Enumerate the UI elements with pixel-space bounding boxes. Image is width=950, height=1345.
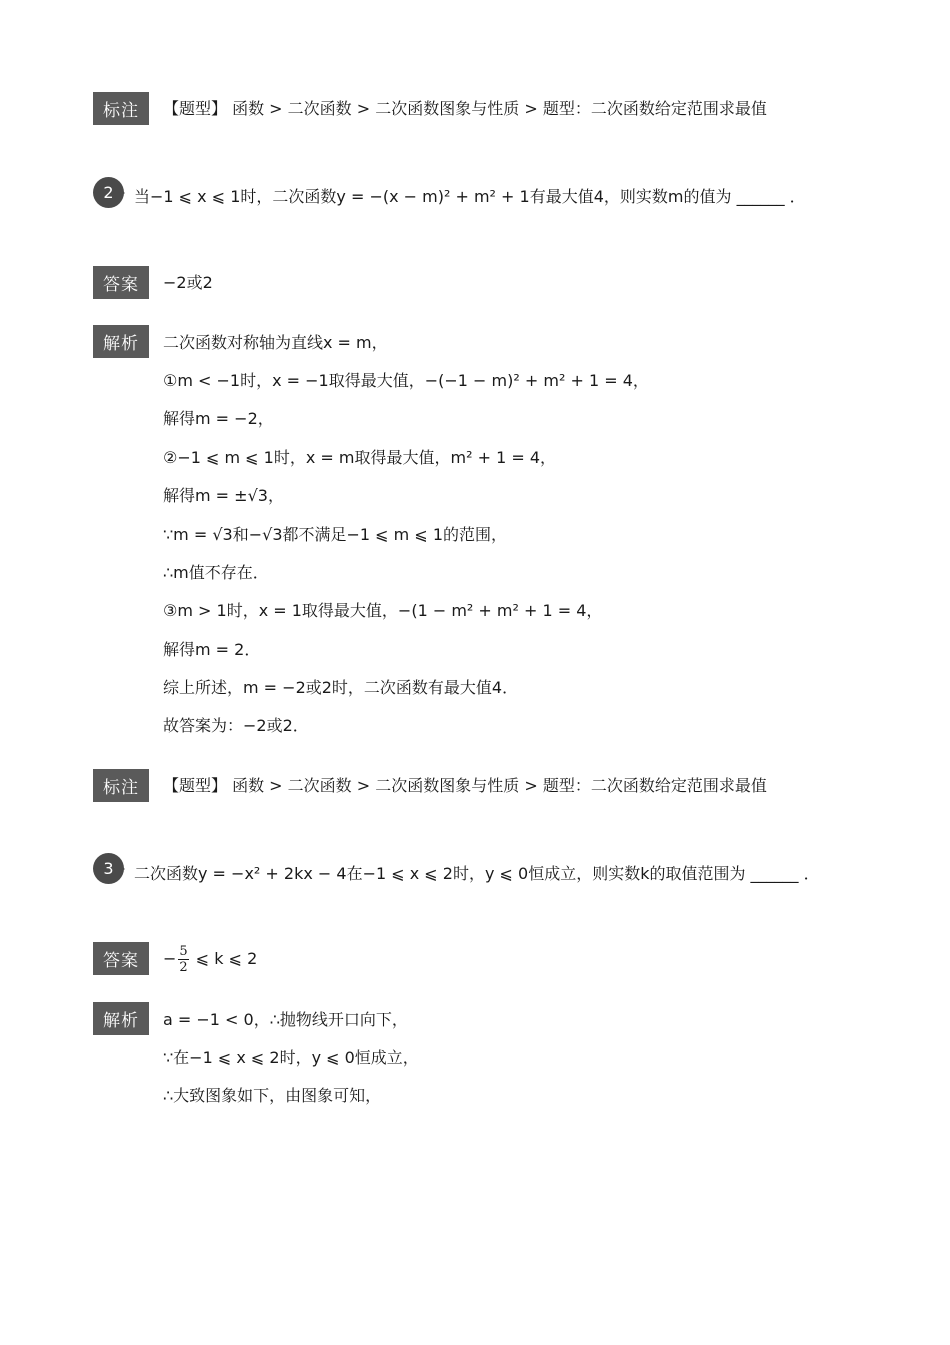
analysis-line: a = −1 < 0，∴抛物线开口向下， (163, 1010, 408, 1029)
analysis-line: 故答案为：−2或2． (163, 716, 309, 735)
analysis-line: ①m < −1时，x = −1取得最大值，−(−1 − m)² + m² + 1 = 4， (163, 371, 649, 390)
analysis-label: 解析 (93, 1002, 149, 1035)
analysis-line: ②−1 ⩽ m ⩽ 1时，x = m取得最大值，m² + 1 = 4， (163, 448, 557, 467)
analysis-line: 解得m = −2， (163, 409, 274, 428)
analysis-line: 解得m = 2． (163, 640, 261, 659)
tag-text: 【题型】 函数 > 二次函数 > 二次函数图象与性质 > 题型：二次函数给定范围求最值 (163, 99, 767, 118)
question-number: 2 (103, 183, 114, 202)
question-number: 3 (103, 859, 114, 878)
question-text: 二次函数y = −x² + 2kx − 4在−1 ⩽ x ⩽ 2时，y ⩽ 0恒成立，则实数k的取值范围为 ______ ． (134, 864, 820, 883)
analysis-line: ∵m = √3和−√3都不满足−1 ⩽ m ⩽ 1的范围， (163, 525, 508, 544)
answer-prefix: − (163, 949, 177, 968)
fraction-numerator: 5 (179, 944, 188, 959)
analysis-line: 二次函数对称轴为直线x = m， (163, 333, 388, 352)
question-text: 当−1 ⩽ x ⩽ 1时，二次函数y = −(x − m)² + m² + 1有最大值4，则实数m的值为 ______ ． (134, 187, 806, 206)
tag-label: 标注 (93, 769, 149, 802)
analysis-line: ∴大致图象如下，由图象可知， (163, 1086, 382, 1105)
analysis-line: 综上所述，m = −2或2时，二次函数有最大值4． (163, 678, 519, 697)
answer-label: 答案 (93, 266, 149, 299)
analysis-line: ∴m值不存在． (163, 563, 269, 582)
analysis-line: ③m > 1时，x = 1取得最大值，−(1 − m² + m² + 1 = 4， (163, 601, 603, 620)
fraction-denominator: 2 (179, 960, 188, 975)
tag-text: 【题型】 函数 > 二次函数 > 二次函数图象与性质 > 题型：二次函数给定范围求最值 (163, 776, 767, 795)
analysis-label: 解析 (93, 325, 149, 358)
answer-fraction (178, 944, 188, 975)
tag-label: 标注 (93, 92, 149, 125)
answer-text: −2或2 (163, 273, 213, 292)
analysis-line: 解得m = ±√3， (163, 486, 284, 505)
answer-text (163, 940, 257, 978)
answer-suffix: ⩽ k ⩽ 2 (195, 949, 258, 968)
question-number-badge (93, 853, 124, 884)
analysis-line: ∵在−1 ⩽ x ⩽ 2时，y ⩽ 0恒成立， (163, 1048, 419, 1067)
answer-label: 答案 (93, 942, 149, 975)
question-number-badge (93, 177, 124, 208)
